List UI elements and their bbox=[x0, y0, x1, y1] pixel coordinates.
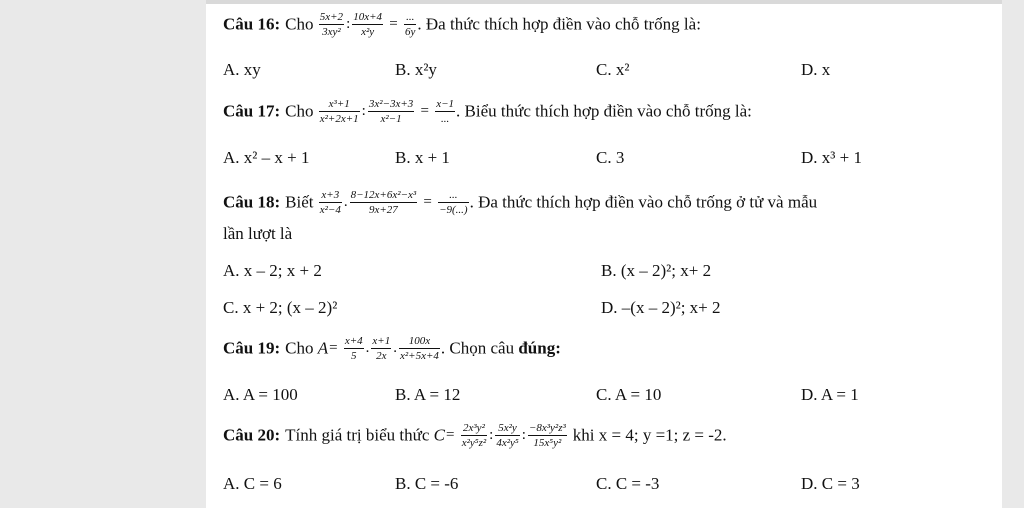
question-20-label: Câu 20: bbox=[223, 425, 281, 445]
q16-option-d: D. x bbox=[801, 60, 831, 79]
fraction: $\frac{100x}{\text{x²+5x+4}}$ bbox=[399, 335, 439, 362]
page-top-edge bbox=[206, 0, 1002, 4]
question-19-text: . Chọn câu bbox=[440, 338, 519, 358]
q20-option-d: D. C = 3 bbox=[801, 474, 860, 493]
q17-option-d: D. x³ + 1 bbox=[801, 148, 862, 167]
fraction: $\frac{x+3}{\text{x²−4}}$ bbox=[319, 189, 341, 216]
question-18: Câu 18: Biết $\frac{x+3}{\text{x²−4}}$ . $\frac{\text{8−12x+6x²−x³}}{9x+27}$ = $\frac{...}{-9(...)}$ . Đa thức thích hợp điền vào chỗ trống ở tử và mẫu bbox=[223, 189, 818, 216]
question-20: Câu 20: Tính giá trị biểu thức C= $\frac{\text{2x³y²}}{\text{x²y⁵z²}}$ : $\frac{\text{5x²y}}{\text{4x²y⁵}}$ : $\frac{\text{−8x³y²z³}}{\text{15x⁵y²}}$ khi x = 4; y =1; z = -2. bbox=[223, 422, 727, 449]
question-19: Câu 19: Cho A= $\frac{x+4}{5}$ . $\frac{x+1}{2x}$ . $\frac{100x}{\text{x²+5x+4}}$ . Chọn câu đúng: bbox=[223, 335, 561, 362]
fraction: $\frac{\text{8−12x+6x²−x³}}{9x+27}$ bbox=[350, 189, 417, 216]
fraction: $\frac{x+4}{5}$ bbox=[344, 335, 363, 362]
fraction: $\frac{x+1}{2x}$ bbox=[372, 335, 391, 362]
question-20-lead: Tính giá trị biểu thức bbox=[285, 425, 430, 445]
question-17-label: Câu 17: bbox=[223, 101, 281, 121]
question-19-emphasis: đúng: bbox=[518, 338, 561, 358]
q17-option-b: B. x + 1 bbox=[395, 148, 450, 167]
question-18-lead: Biết bbox=[285, 192, 314, 212]
q19-option-b: B. A = 12 bbox=[395, 385, 461, 404]
question-18-line2: lần lượt là bbox=[223, 224, 293, 243]
document-page bbox=[206, 0, 1002, 508]
fraction: $\frac{...}{6y}$ bbox=[405, 11, 416, 38]
fraction: $\frac{x-1}{...}$ bbox=[436, 98, 455, 125]
q17-option-c: C. 3 bbox=[596, 148, 625, 167]
fraction: $\frac{...}{-9(...)}$ bbox=[439, 189, 468, 216]
question-19-lead: Cho bbox=[285, 338, 314, 358]
q20-option-a: A. C = 6 bbox=[223, 474, 282, 493]
fraction: $\frac{5x+2}{\text{3xy²}}$ bbox=[319, 11, 344, 38]
question-17-text: . Biểu thức thích hợp điền vào chỗ trống là: bbox=[456, 101, 752, 121]
question-16: Câu 16: Cho $\frac{5x+2}{\text{3xy²}}$ : $\frac{10x+4}{\text{x²y}}$ = $\frac{...}{6y}$ . Đa thức thích hợp điền vào chỗ trống là: bbox=[223, 11, 701, 38]
fraction: $\frac{10x+4}{\text{x²y}}$ bbox=[353, 11, 383, 38]
question-16-label: Câu 16: bbox=[223, 14, 281, 34]
question-16-text: . Đa thức thích hợp điền vào chỗ trống là: bbox=[417, 14, 701, 34]
fraction: $\frac{\text{x³+1}}{\text{x²+2x+1}}$ bbox=[319, 98, 359, 125]
q19-option-c: C. A = 10 bbox=[596, 385, 662, 404]
question-17: Câu 17: Cho $\frac{\text{x³+1}}{\text{x²+2x+1}}$ : $\frac{\text{3x²−3x+3}}{\text{x²−1}}$ = $\frac{x-1}{...}$ . Biểu thức thích hợp điền vào chỗ trống là: bbox=[223, 98, 752, 125]
question-20-text: khi x = 4; y =1; z = -2. bbox=[572, 425, 727, 445]
question-18-label: Câu 18: bbox=[223, 192, 281, 212]
q19-option-d: D. A = 1 bbox=[801, 385, 859, 404]
question-18-text: . Đa thức thích hợp điền vào chỗ trống ở tử và mẫu bbox=[469, 192, 818, 212]
q16-option-b: B. x²y bbox=[395, 60, 437, 79]
question-16-lead: Cho bbox=[285, 14, 314, 34]
question-17-lead: Cho bbox=[285, 101, 314, 121]
q20-option-c: C. C = -3 bbox=[596, 474, 660, 493]
q17-option-a: A. x² – x + 1 bbox=[223, 148, 310, 167]
q19-option-a: A. A = 100 bbox=[223, 385, 298, 404]
right-margin bbox=[1002, 0, 1024, 508]
fraction: $\frac{\text{−8x³y²z³}}{\text{15x⁵y²}}$ bbox=[528, 422, 566, 449]
fraction: $\frac{\text{2x³y²}}{\text{x²y⁵z²}}$ bbox=[461, 422, 487, 449]
fraction: $\frac{\text{5x²y}}{\text{4x²y⁵}}$ bbox=[496, 422, 519, 449]
q16-option-a: A. xy bbox=[223, 60, 261, 79]
q18-option-a: A. x – 2; x + 2 bbox=[223, 261, 322, 280]
question-19-label: Câu 19: bbox=[223, 338, 281, 358]
q16-option-c: C. x² bbox=[596, 60, 630, 79]
fraction: $\frac{\text{3x²−3x+3}}{\text{x²−1}}$ bbox=[368, 98, 414, 125]
q18-option-d: D. –(x – 2)²; x+ 2 bbox=[601, 298, 721, 317]
q18-option-b: B. (x – 2)²; x+ 2 bbox=[601, 261, 712, 280]
q20-option-b: B. C = -6 bbox=[395, 474, 459, 493]
left-margin bbox=[0, 0, 206, 508]
q18-option-c: C. x + 2; (x – 2)² bbox=[223, 298, 338, 317]
